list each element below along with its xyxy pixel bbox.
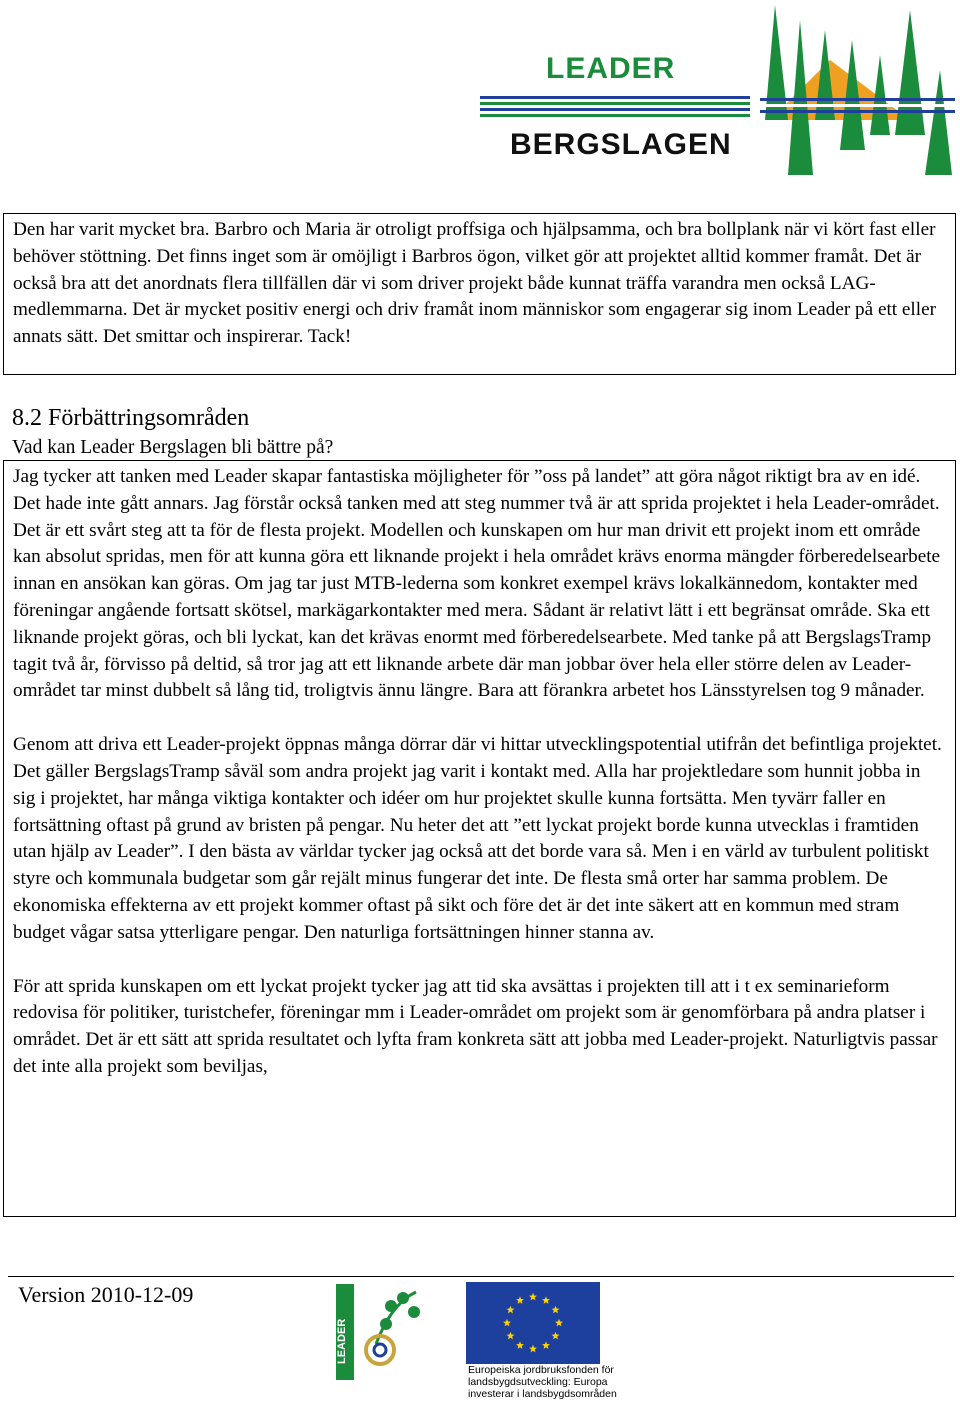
feedback-box	[3, 213, 956, 375]
improvement-box	[3, 460, 956, 1217]
improvement-paragraph-2: Genom att driva ett Leader-projekt öppnas många dörrar där vi hittar utvecklingspotential utifrån det befintliga projektet. Det gäller BergslagsTramp såväl som andra projekt jag varit i kontakt med. Alla har projektledare som hunnit jobba in sig i projektet, har många viktiga kontakter och idéer om hur projektet skulle kunna fortsätta. Men tyvärr faller en fortsättning oftast på grund av bristen på pengar. Nu heter det att ”ett lyckat projekt borde kunna utvecklas i framtiden utan hjälp av Leader”. I den bästa av världar tycker jag också att det borde vara så. Men i en värld av turbulent politiskt styre och kommunala budgetar som går rejält minus fungerar det inte. De flesta små orter har samma problem. De ekonomiska effekterna av ett projekt kommer oftast på sikt och före det är det inte säkert att en kommun med stram budget vågar satsa ytterligare pengar. Den naturliga fortsättningen hinner stanna av.	[13, 734, 942, 943]
leader-eu-logo	[336, 1284, 446, 1380]
leader-wheat-icon	[336, 1284, 446, 1380]
leader-bergslagen-logo	[470, 0, 960, 200]
forest-mountain-icon	[470, 0, 960, 200]
section-question: Vad kan Leader Bergslagen bli bättre på?	[12, 437, 334, 458]
leader-vertical-text: LEADER	[336, 1318, 348, 1364]
footer-divider	[8, 1276, 954, 1277]
improvement-paragraph-1: Jag tycker att tanken med Leader skapar fantastiska möjligheter för ”oss på landet” att göra något riktigt bra av en idé. Det hade inte gått annars. Jag förstår också tanken med att steg nummer två är att sprida projektet i hela Leader-området. Det är ett svårt steg att ta för de flesta projekt. Modellen och kunskapen om hur man drivit ett projekt inom ett område kan absolut spridas, men för att kunna göra ett liknande projekt i hela området krävs enorma mängder förberedelsearbete innan en ansökan kan göras. Om jag tar just MTB-lederna som konkret exempel krävs lokalkännedom, kontakter med föreningar angående fortsatt skötsel, markägarkontakter med mera. Sådant är relativt lätt i ett begränsat område. Ska ett liknande projekt göras, och bli lyckat, kan det krävas enormt med förberedelsearbete. Med tanke på att BergslagsTramp tagit två år, förvisso på deltid, så tror jag att ett liknande arbete där man jobbar över hela eller större delen av Leader-området tar minst dubbelt så lång tid, troligtvis ännu längre. Bara att förankra arbetet hos Länsstyrelsen tog 9 månader.	[13, 466, 941, 702]
version-label: Version 2010-12-09	[18, 1282, 194, 1307]
eu-fund-caption: Europeiska jordbruksfonden för landsbygdsutveckling: Europa investerar i landsbygdsområden	[468, 1364, 617, 1400]
logo-text-bergslagen: BERGSLAGEN	[510, 128, 732, 161]
feedback-text: Den har varit mycket bra. Barbro och Maria är otroligt proffsiga och hjälpsamma, och bra bollplank när vi kört fast eller behöver stöttning. Det finns inget som är omöjligt i Barbros ögon, vilket gör att projektet alltid kommer framåt. Det är också bra att det anordnats flera tillfällen där vi som driver projekt både kunnat träffa varandra men också LAG-medlemmarna. Det är mycket positiv energi och driv framåt inom människor som engagerar sig inom Leader på ett eller annats sätt. Det smittar och inspirerar. Tack!	[13, 219, 937, 348]
improvement-paragraph-3: För att sprida kunskapen om ett lyckat projekt tycker jag att tid ska avsättas i projekten till att i t ex seminarieform redovisa för politiker, turistchefer, föreningar mm i Leader-området om projekt som är genomförbara på andra platser i området. Det är ett sätt att sprida resultatet och lyfta fram konkreta sätt att jobba med Leader-projekt. Naturligtvis passar det inte alla projekt som beviljas,	[13, 975, 938, 1077]
section-heading: 8.2 Förbättringsområden	[12, 405, 250, 431]
eu-flag-icon	[466, 1282, 600, 1364]
logo-text-leader: LEADER	[546, 52, 676, 85]
